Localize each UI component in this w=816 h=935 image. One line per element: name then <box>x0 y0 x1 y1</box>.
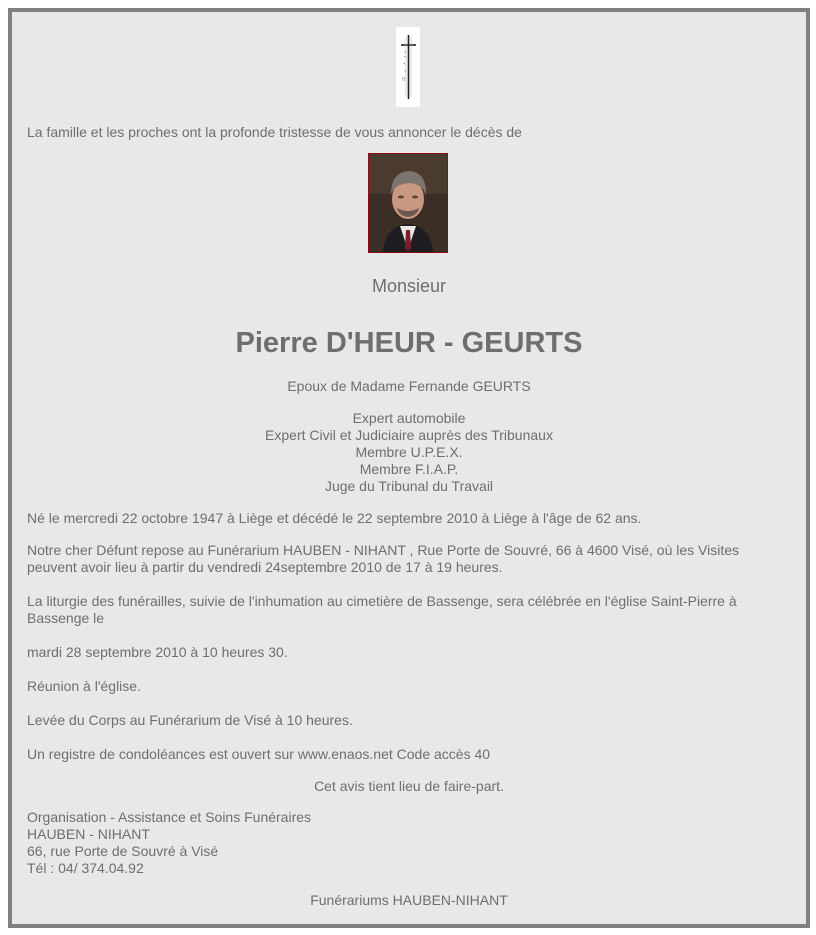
title-line: Expert automobile <box>352 410 466 426</box>
organisation-block <box>27 809 791 877</box>
organisation-line: Tél : 04/ 374.04.92 <box>27 860 144 876</box>
organisation-line: 66, rue Porte de Souvré à Visé <box>27 843 219 859</box>
liturgy-text: La liturgie des funérailles, suivie de l'inhumation au cimetière de Bassenge, sera célébrée en l'église Saint-Pierre à Bassenge le <box>27 593 737 626</box>
notice-text: Cet avis tient lieu de faire-part. <box>314 778 504 794</box>
title-line: Expert Civil et Judiciaire auprès des Tribunaux <box>265 427 553 443</box>
crucifix-image <box>396 27 420 107</box>
footer-text: Funérariums HAUBEN-NIHANT <box>310 892 508 908</box>
portrait-photo <box>368 153 448 253</box>
deceased-name: Pierre D'HEUR - GEURTS <box>235 327 583 359</box>
title-line: Membre F.I.A.P. <box>359 461 459 477</box>
registry-text: Un registre de condoléances est ouvert sur www.enaos.net Code accès 40 <box>27 746 491 762</box>
organisation-line: HAUBEN - NIHANT <box>27 826 150 842</box>
crucifix-icon <box>396 27 420 107</box>
title-line: Juge du Tribunal du Travail <box>324 478 494 494</box>
ceremony-date: mardi 28 septembre 2010 à 10 heures 30. <box>27 644 288 660</box>
titles-list <box>12 410 806 495</box>
portrait-image <box>369 154 447 252</box>
intro-text: La famille et les proches ont la profonde tristesse de vous annoncer le décès de <box>27 124 522 140</box>
rest-text: Notre cher Défunt repose au Funérarium HAUBEN - NIHANT , Rue Porte de Souvré, 66 à 4600 Visé, où les Visites peuvent avoir lieu à partir du vendredi 24septembre 2010 de 17 à 19 heures. <box>27 542 740 575</box>
spouse-line: Epoux de Madame Fernande GEURTS <box>287 378 531 394</box>
levee-text: Levée du Corps au Funérarium de Visé à 10 heures. <box>27 712 353 728</box>
reunion-text: Réunion à l'église. <box>27 678 141 694</box>
title-line: Membre U.P.E.X. <box>355 444 463 460</box>
birth-death-text: Né le mercredi 22 octobre 1947 à Liège et décédé le 22 septembre 2010 à Liège à l'âge de 62 ans. <box>27 510 642 526</box>
obituary-card <box>8 8 810 928</box>
honorific: Monsieur <box>371 276 447 296</box>
organisation-line: Organisation - Assistance et Soins Funéraires <box>27 809 312 825</box>
